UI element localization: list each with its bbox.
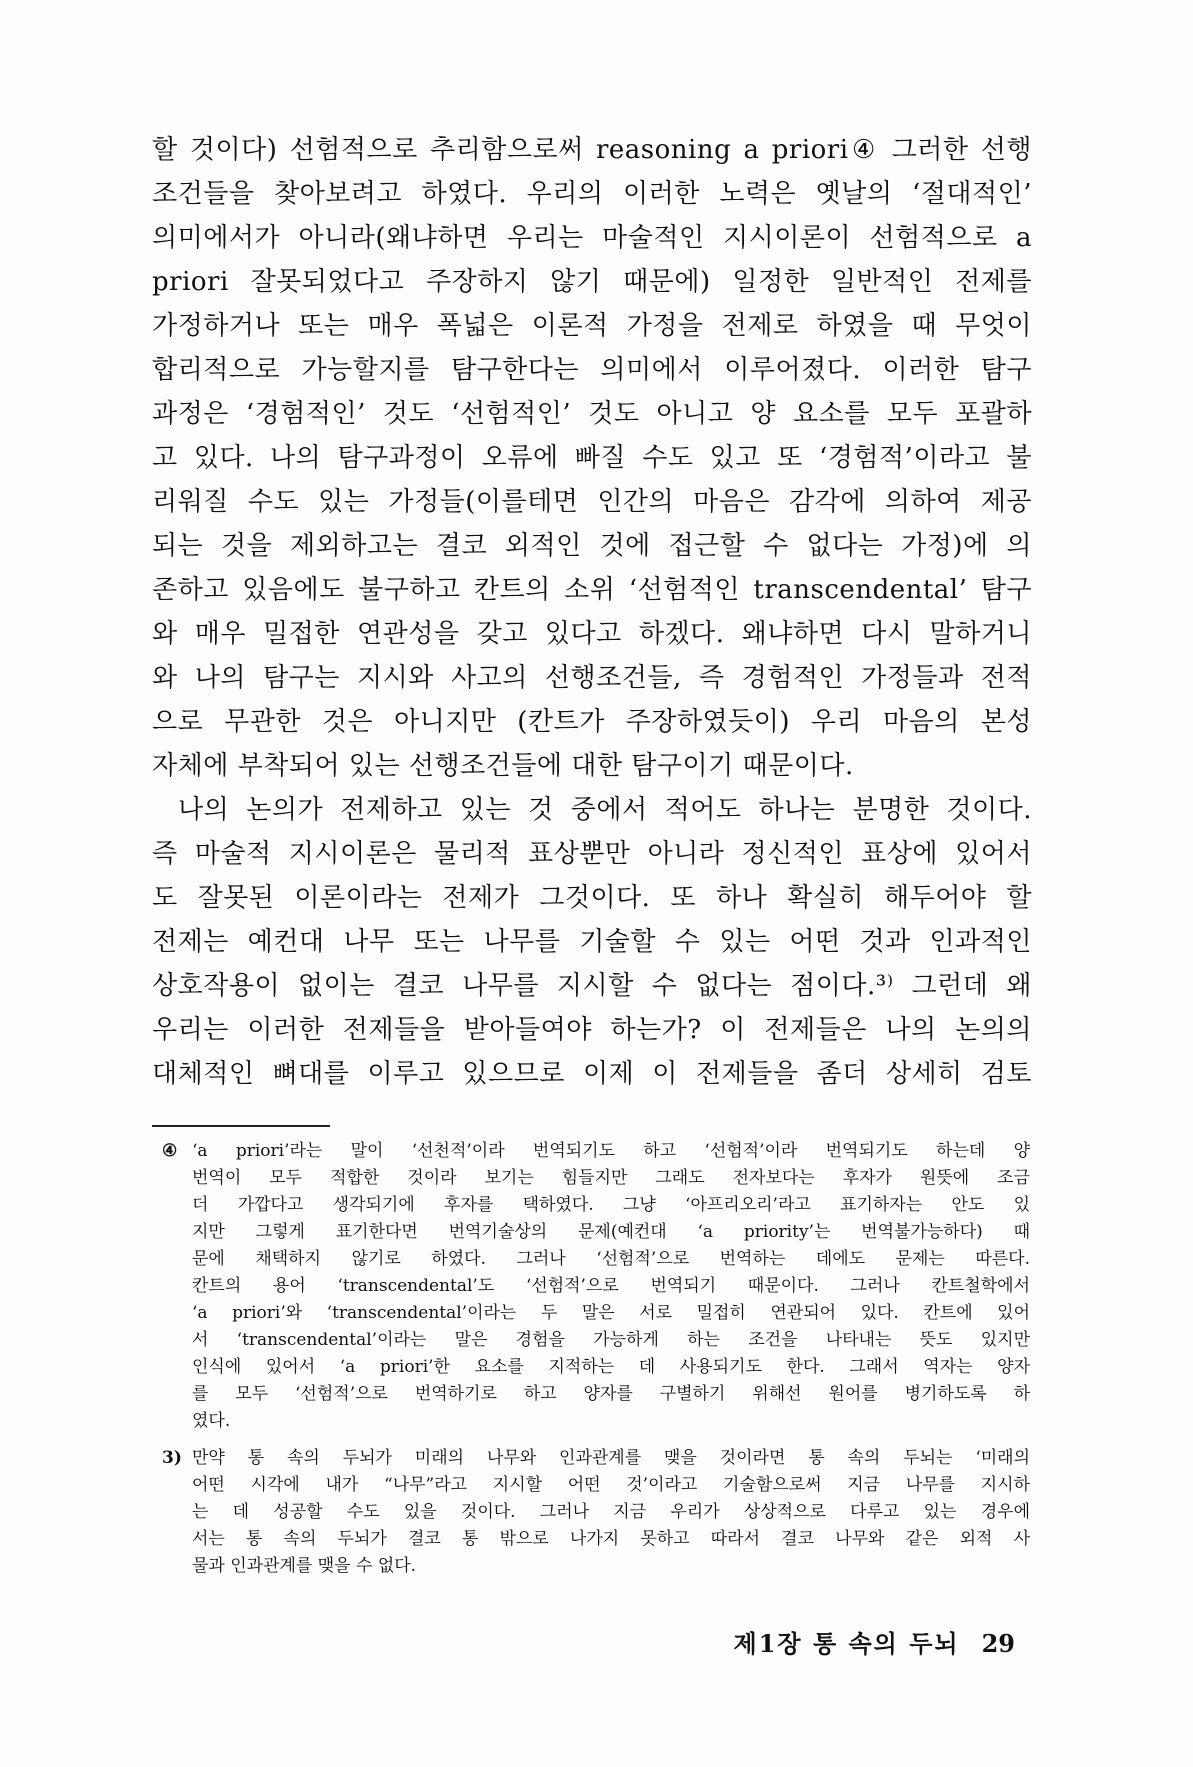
- footnote-line: 물과 인과관계를 맺을 수 없다.: [192, 1556, 417, 1576]
- footnote-line: 문에 채택하지 않기로 하였다. 그러나 ‘선험적’으로 번역하는 데에도 문제는 따른다.: [192, 1249, 1030, 1269]
- body-line: 가정하거나 또는 매우 폭넓은 이론적 가정을 전제로 하였을 때 무엇이: [152, 311, 1032, 341]
- footnote-line: 서는 통 속의 두뇌가 결코 통 밖으로 나가지 못하고 따라서 결코 나무와 같은 외적 사: [192, 1529, 1030, 1549]
- body-line: 고 있다. 나의 탐구과정이 오류에 빠질 수도 있고 또 ‘경험적’이라고 불: [152, 443, 1032, 473]
- footnote-line: 칸트의 용어 ‘transcendental’도 ‘선험적’으로 번역되기 때문이다. 그러나 칸트철학에서: [192, 1276, 1030, 1296]
- footnote-line: ‘a priori’와 ‘transcendental’이라는 두 말은 서로 밀접히 연관되어 있다. 칸트에 있어: [192, 1303, 1030, 1323]
- footnote-text: 만약 통 속의 두뇌가 미래의 나무와 인과관계를 맺을 것이라면 통 속의 두뇌는 ‘미래의: [192, 1448, 1030, 1468]
- body-line: 상호작용이 없이는 결코 나무를 지시할 수 없다는 점이다.³⁾ 그런데 왜: [152, 971, 1032, 1001]
- body-line: 도 잘못된 이론이라는 전제가 그것이다. 또 하나 확실히 해두어야 할: [152, 883, 1032, 913]
- footnote-line: 였다.: [192, 1411, 231, 1431]
- footnote-line: 지만 그렇게 표기한다면 번역기술상의 문제(예컨대 ‘a priority’는 번역불가능하다) 때: [192, 1222, 1030, 1242]
- body-line: 나의 논의가 전제하고 있는 것 중에서 적어도 하나는 분명한 것이다.: [178, 795, 1032, 825]
- body-text: [152, 128, 1032, 1096]
- footnote-line: [162, 1445, 1030, 1472]
- page-footer: [734, 1624, 1015, 1659]
- body-line: 우리는 이러한 전제들을 받아들여야 하는가? 이 전제들은 나의 논의의: [152, 1015, 1032, 1045]
- body-line: 합리적으로 가능할지를 탐구한다는 의미에서 이루어졌다. 이러한 탐구: [152, 355, 1032, 385]
- footnote-line: 는 데 성공할 수도 있을 것이다. 그러나 지금 우리가 상상적으로 다루고 있는 경우에: [192, 1502, 1030, 1522]
- body-line: 전제는 예컨대 나무 또는 나무를 기술할 수 있는 어떤 것과 인과적인: [152, 927, 1032, 957]
- footnote-author: [162, 1445, 1030, 1580]
- running-chapter-title: 제1장 통 속의 두뇌: [733, 1629, 960, 1658]
- footnote-line: 를 모두 ‘선험적’으로 번역하기로 하고 양자를 구별하기 위해선 원어를 병기하도록 하: [192, 1384, 1030, 1404]
- footnotes: [162, 1138, 1030, 1590]
- body-line: priori 잘못되었다고 주장하지 않기 때문에) 일정한 일반적인 전제를: [152, 267, 1032, 297]
- page-number: 29: [981, 1629, 1015, 1658]
- body-line: 과정은 ‘경험적인’ 것도 ‘선험적인’ 것도 아니고 양 요소를 모두 포괄하: [152, 399, 1032, 429]
- body-line: 와 매우 밀접한 연관성을 갖고 있다고 하겠다. 왜냐하면 다시 말하거니: [152, 619, 1032, 649]
- footnote-line: 인식에 있어서 ‘a priori’한 요소를 지적하는 데 사용되기도 한다. 그래서 역자는 양자: [192, 1357, 1030, 1377]
- footnote-line: 번역이 모두 적합한 것이라 보기는 힘들지만 그래도 전자보다는 후자가 원뜻에 조금: [192, 1168, 1030, 1188]
- body-line: 리워질 수도 있는 가정들(이를테면 인간의 마음은 감각에 의하여 제공: [152, 487, 1032, 517]
- body-line: 와 나의 탐구는 지시와 사고의 선행조건들, 즉 경험적인 가정들과 전적: [152, 663, 1032, 693]
- footnote-text: ‘a priori’라는 말이 ‘선천적’이라 번역되기도 하고 ‘선험적’이라 번역되기도 하는데 양: [192, 1141, 1030, 1161]
- body-line: 으로 무관한 것은 아니지만 (칸트가 주장하였듯이) 우리 마음의 본성: [152, 707, 1032, 737]
- body-line: 대체적인 뼈대를 이루고 있으므로 이제 이 전제들을 좀더 상세히 검토: [152, 1059, 1032, 1089]
- body-line: 조건들을 찾아보려고 하였다. 우리의 이러한 노력은 옛날의 ‘절대적인’: [152, 179, 1032, 209]
- footnote-marker: ④: [162, 1141, 178, 1161]
- body-line: 되는 것을 제외하고는 결코 외적인 것에 접근할 수 없다는 가정)에 의: [152, 531, 1032, 561]
- body-line: 할 것이다) 선험적으로 추리함으로써 reasoning a priori④ 그러한 선행: [152, 135, 1032, 165]
- body-line: 의미에서가 아니라(왜냐하면 우리는 마술적인 지시이론이 선험적으로 a: [152, 223, 1032, 253]
- footnote-divider: [152, 1125, 330, 1127]
- body-line: 즉 마술적 지시이론은 물리적 표상뿐만 아니라 정신적인 표상에 있어서: [152, 839, 1032, 869]
- footnote-line: [162, 1138, 1030, 1165]
- body-line: 자체에 부착되어 있는 선행조건들에 대한 탐구이기 때문이다.: [152, 751, 854, 781]
- footnote-translator: [162, 1138, 1030, 1435]
- footnote-line: 어떤 시각에 내가 “나무”라고 지시할 어떤 것’이라고 기술함으로써 지금 나무를 지시하: [192, 1475, 1030, 1495]
- footnote-line: 서 ‘transcendental’이라는 말은 경험을 가능하게 하는 조건을 나타내는 뜻도 있지만: [192, 1330, 1030, 1350]
- body-line: 존하고 있음에도 불구하고 칸트의 소위 ‘선험적인 transcendental’ 탐구: [152, 575, 1032, 605]
- footnote-line: 더 가깝다고 생각되기에 후자를 택하였다. 그냥 ‘아프리오리’라고 표기하자는 안도 있: [192, 1195, 1030, 1215]
- footnote-marker: 3): [162, 1448, 182, 1468]
